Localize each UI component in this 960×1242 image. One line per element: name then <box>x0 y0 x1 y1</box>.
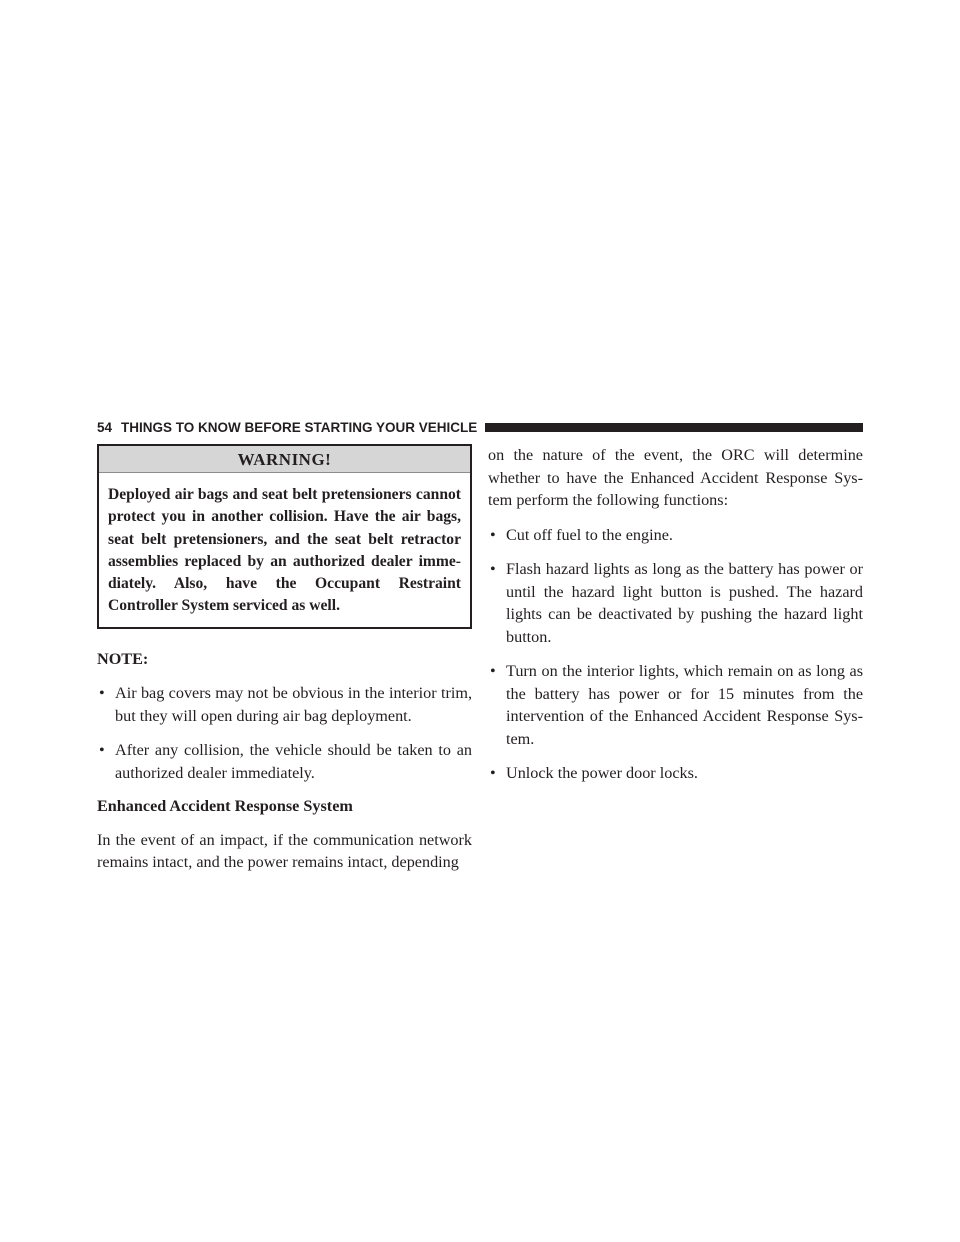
list-item-text: Flash hazard lights as long as the battery has power or until the hazard light button is pushed. The hazard lights can be deactivated by pushing the hazard light button. <box>506 560 863 646</box>
page-number: 54 <box>97 419 113 435</box>
note-list <box>97 682 472 784</box>
list-item <box>488 660 863 750</box>
function-list <box>488 524 863 785</box>
bullet-icon: • <box>99 741 105 760</box>
list-item <box>488 558 863 648</box>
note-label: NOTE: <box>97 649 149 668</box>
warning-body: Deployed air bags and seat belt pretensioners cannot protect you in another collision. Have the air bags, seat belt pretensioners, and the seat belt retractor assemblies replaced by an authorized dealer imme-diately. Also, have the Occupant Restraint Controller System serviced as well. <box>108 486 461 615</box>
list-item <box>97 682 472 727</box>
header-rule <box>485 423 863 432</box>
bullet-icon: • <box>99 684 105 703</box>
bullet-icon: • <box>490 662 496 680</box>
list-item-text: After any collision, the vehicle should be taken to an authorized dealer immediately. <box>115 741 472 782</box>
left-column <box>97 444 472 874</box>
section-heading: Enhanced Accident Response System <box>97 797 353 816</box>
list-item-text: Air bag covers may not be obvious in the interior trim, but they will open during air bag deployment. <box>115 684 472 725</box>
list-item-text: Cut off fuel to the engine. <box>506 525 673 544</box>
section-title: THINGS TO KNOW BEFORE STARTING YOUR VEHICLE <box>121 419 478 435</box>
intro-paragraph-start: In the event of an impact, if the communication network remains intact, and the power remains intact, depending <box>97 830 472 872</box>
list-item <box>97 739 472 784</box>
right-column <box>488 444 863 785</box>
list-item-text: Unlock the power door locks. <box>506 764 698 782</box>
list-item-text: Turn on the interior lights, which remain on as long as the battery has power or for 15 minutes from the intervention of the Enhanced Accident Response Sys-tem. <box>506 662 863 748</box>
intro-paragraph-end: on the nature of the event, the ORC will determine whether to have the Enhanced Accident Response Sys-tem perform the following functions: <box>488 446 863 509</box>
warning-title: WARNING! <box>99 446 470 473</box>
list-item <box>488 524 863 547</box>
warning-box <box>97 444 472 629</box>
bullet-icon: • <box>490 525 496 544</box>
page-header <box>97 417 863 437</box>
bullet-icon: • <box>490 764 496 782</box>
list-item <box>488 762 863 785</box>
bullet-icon: • <box>490 560 496 578</box>
